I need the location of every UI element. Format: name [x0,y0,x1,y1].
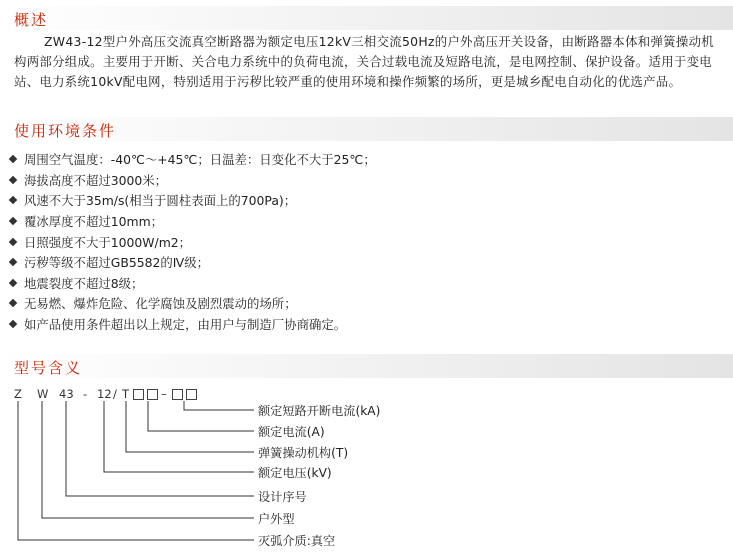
model-part-43: 43 [59,387,74,401]
model-part-12: 12 [97,387,112,401]
connector-line [184,401,254,410]
model-part-dash-2: – [161,387,167,401]
model-desc-spring-mechanism: 弹簧操动机构(T) [258,446,349,460]
condition-text: 地震裂度不超过8级； [24,275,144,291]
conditions-title: 使用环境条件 [14,122,117,140]
condition-text: 污秽等级不超过GB5582的Ⅳ级； [24,255,209,271]
connector-line [148,401,254,431]
model-desc-vacuum: 灭弧介质:真空 [258,534,336,548]
condition-text: 风速不大于35m/s(相当于圆柱表面上的700Pa)； [24,193,297,209]
model-desc-rated-voltage: 额定电压(kV) [258,466,332,480]
connector-line [126,401,254,452]
model-part-t: T [122,387,130,401]
condition-text: 日照强度不大于1000W/m2； [24,234,192,250]
condition-text: 海拔高度不超过3000米； [24,172,168,188]
model-part-w: W [37,387,49,401]
model-title: 型号含义 [14,359,83,377]
condition-text: 周围空气温度：-40℃～+45℃；日温差：日变化不大于25℃； [24,152,376,168]
model-part-dash: - [83,387,88,401]
condition-text: 无易燃、爆炸危险、化学腐蚀及剧烈震动的场所； [24,296,297,312]
overview-title: 概述 [14,11,49,29]
model-part-slash: / [113,387,117,401]
condition-text: 覆冰厚度不超过10mm； [24,214,164,230]
model-part-z: Z [14,387,22,401]
connector-line [66,401,254,496]
condition-text: 如产品使用条件超出以上规定，由用户与制造厂协商确定。 [24,317,347,333]
model-desc-rated-current: 额定电流(A) [258,425,325,439]
model-desc-breaking-current: 额定短路开断电流(kA) [258,404,381,418]
model-desc-design-number: 设计序号 [258,490,307,504]
model-desc-outdoor: 户外型 [258,512,295,526]
overview-paragraph: ZW43-12型户外高压交流真空断路器为额定电压12kV三相交流50Hz的户外高压开关设备，由断路器本体和弹簧操动机构两部分组成。主要用于开断、关合电力系统中的负荷电流，关合过载电流及短路电流，是电网控制、保护设备。适用于变电站、电力系统10kV配电网，特别适用于污秽比较严重的使用环境和操作频繁的场所，更是城乡配电自动化的优选产品。 [14,34,714,89]
connector-line [18,401,254,540]
